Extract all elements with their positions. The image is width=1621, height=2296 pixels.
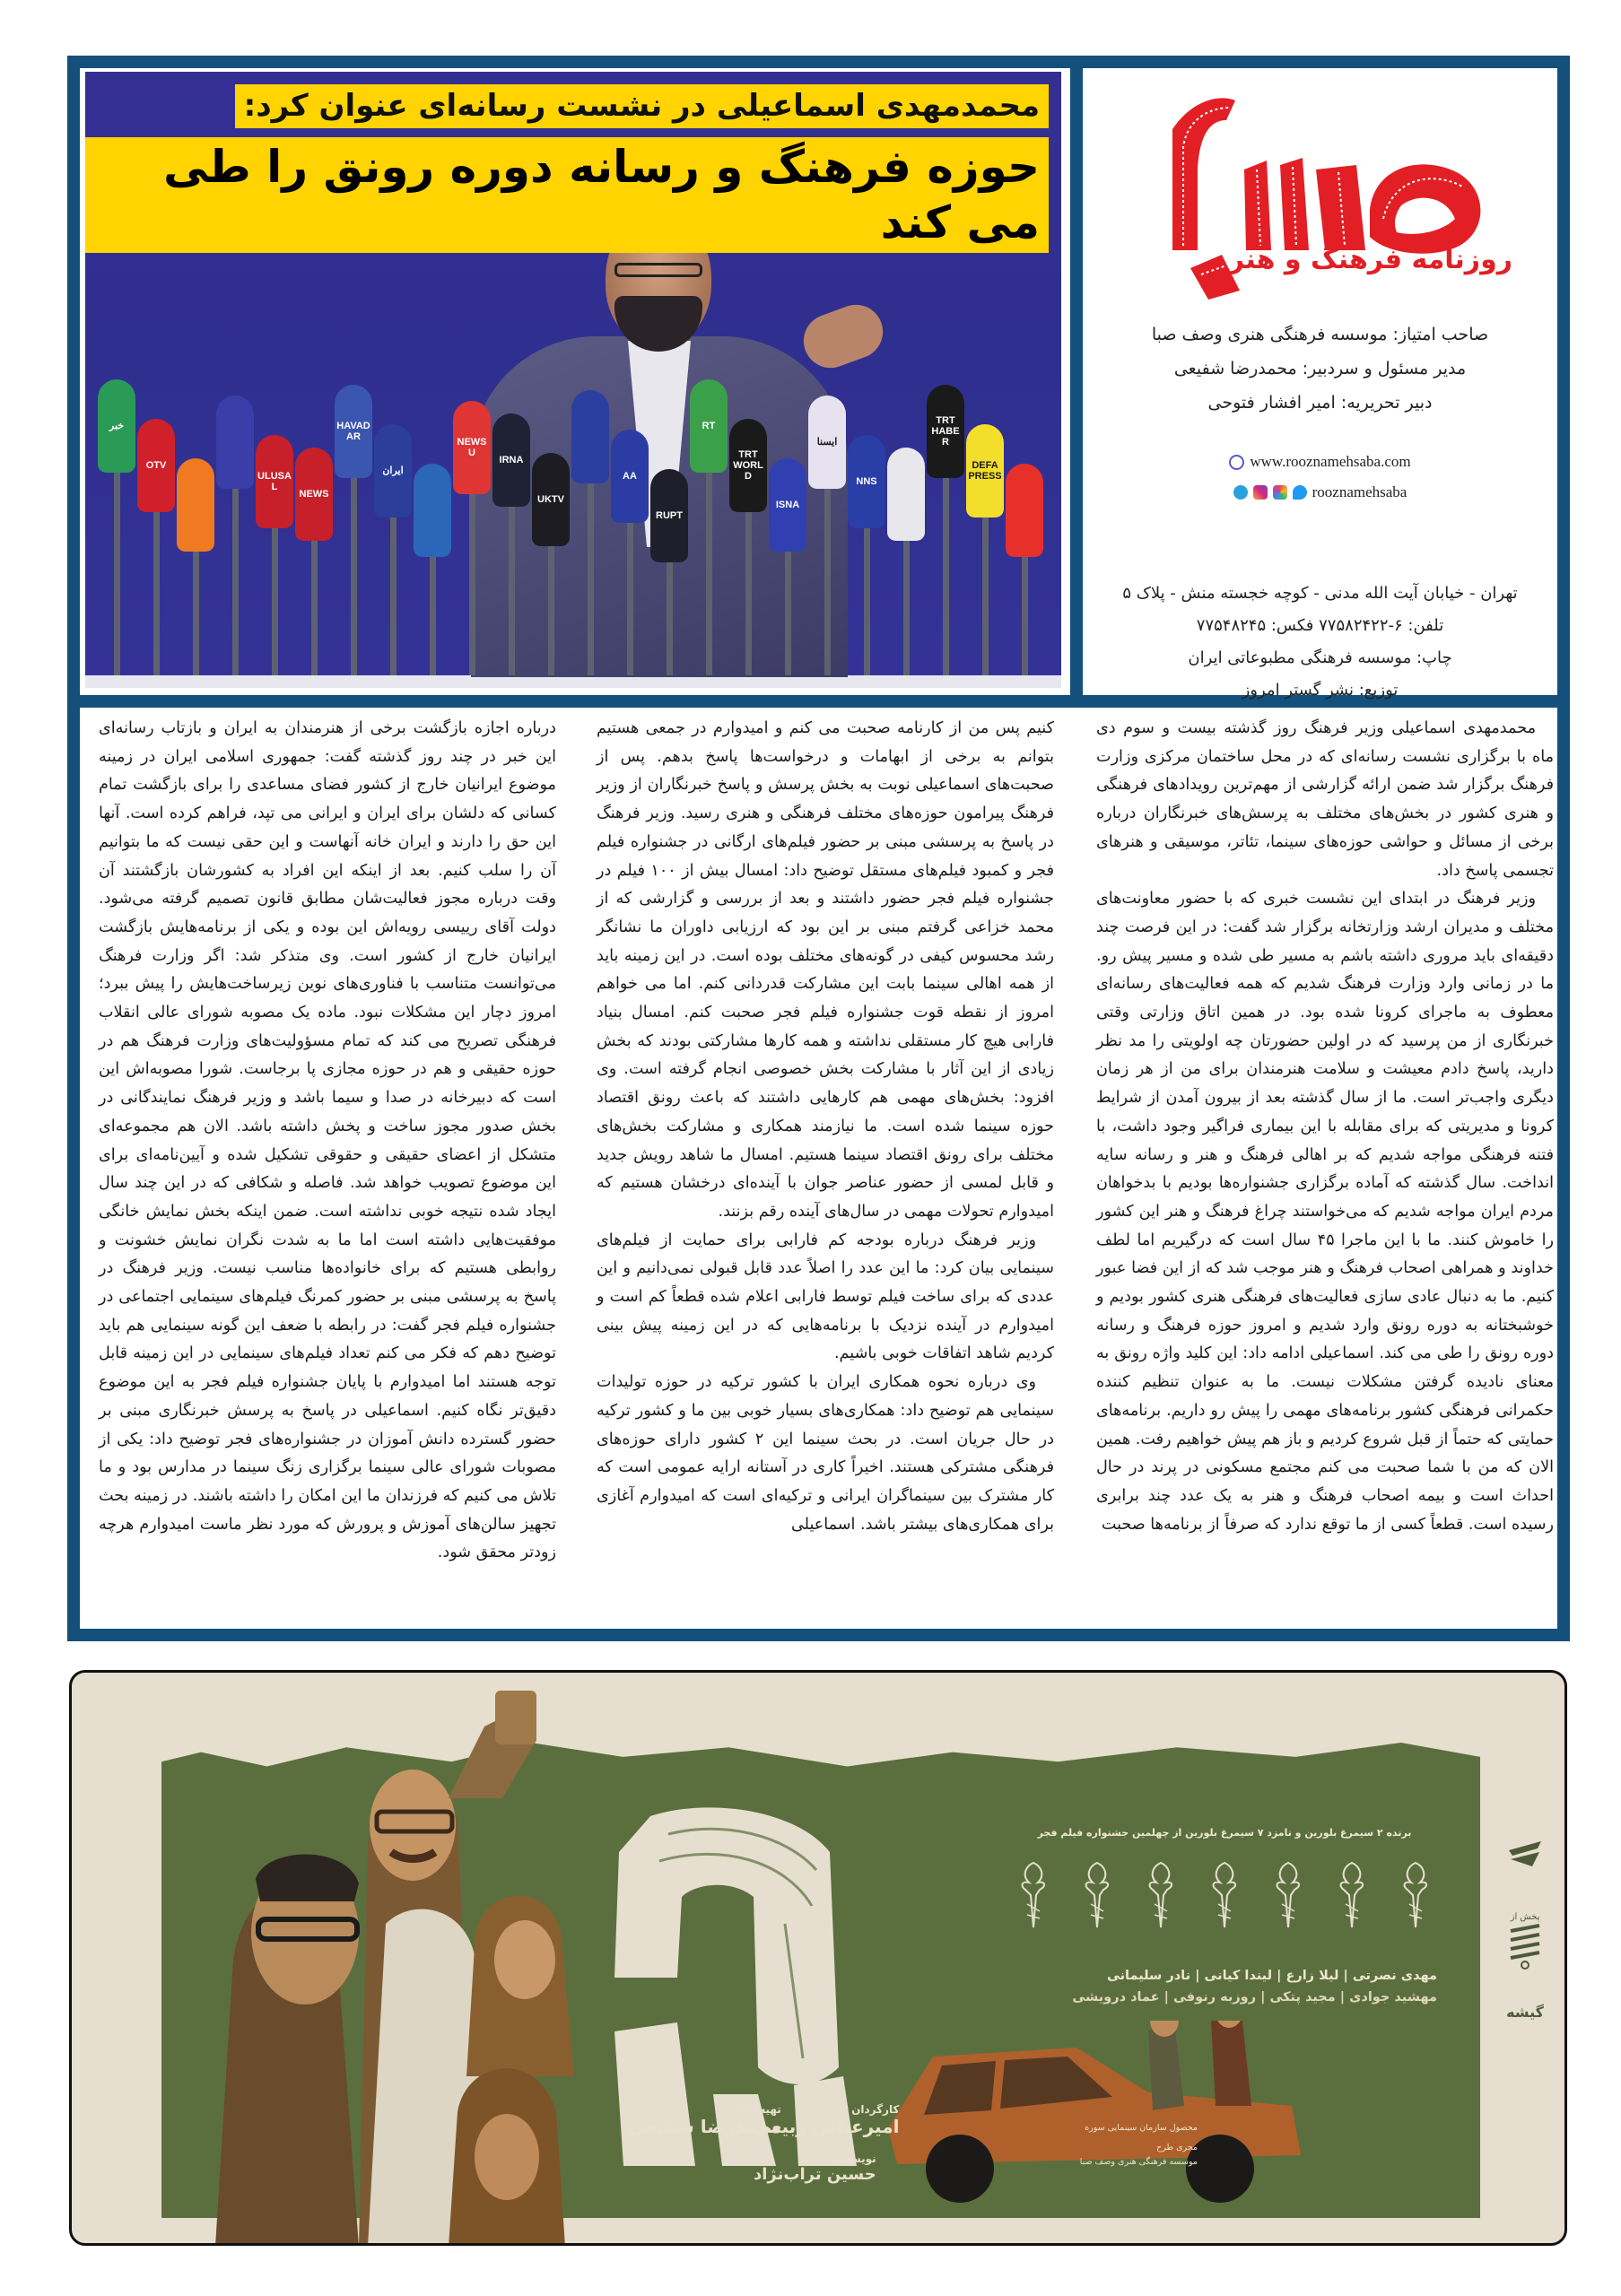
microphone [295,448,333,541]
managing-editor: مدیر مسئول و سردبیر: محمدرضا شفیعی [1173,359,1467,378]
microphone-label: ULUSAL [257,471,292,492]
writer-label: نویسنده [833,2152,876,2165]
microphone-label: RT [702,421,716,431]
article-paragraph: وزیر فرهنگ در ابتدای این نشست خبری که با حضور معاونت‌های مختلف و مدیران ارشد وزارتخانه برگزار شد گفت: در این فرصت چند دقیقه‌ای باید مروری داشته باشم به مسیر طی شده و مسیر پیش رو. ما در زمانی وارد وزارت فرهنگ شدیم که همه فعالیت‌های رسانه‌ای معطوف به ماجرای کرونا شده بود. در همین اتاق وزارتی وقتی خبرنگاری از من پرسید که در اولین حضورتان چه اولویتی را مد نظر دارید، پاسخ دادم معیشت و سلامت هنرمندان برای من از هر زمان دیگری واجب‌تر است. ما از سال گذشته بعد از بیرون آمدن از شرایط کرونا و مدیریتی که برای مقابله با این بیماری فراگیر وجود داشت، با فتنه فرهنگی مواجه شدیم که بر اهالی فرهنگ و هنر و رسانه سایه انداخت. سال گذشته که آماده برگزاری جشنواره‌ها بودیم با بدخواهان مردم ایران مواجه شدیم که می‌خواستند چراغ فرهنگ و هنر این کشور را خاموش کنند. ما با این ماجرا ۴۵ سال است که درگیریم اما لطف خداوند و همراهی اصحاب فرهنگ و هنر موجب شد که از این فضا عبور کنیم. ما به دنبال عادی سازی فعالیت‌های فرهنگی هنری کشور بودیم و خوشبختانه به دوره رونق وارد شدیم و امروز حوزه فرهنگ و رسانه دوره رونق را طی می کند. اسماعیلی ادامه داد: این کلید واژه رونق به معنای نادیده گرفتن مشکلات نیست. ما به عنوان تنظیم کننده حکمرانی فرهنگی کشور برنامه‌های مهمی را پیش رو داریم. برنامه‌های حمایتی که حتماً از قبل شروع کردیم و باز هم پیش خواهیم رفت. همین الان که من با شما صحبت می کنم مجتمع مسکونی در پرند در حال احداث است و بیمه اصحاب فرهنگ و هنر به یک عدد چند برابری رسیده است. قطعاً کسی از ما توقع ندارد که صرفاً از برنامه‌ها صحبت [1096,890,1554,1534]
film-poster-ad [69,1670,1567,2246]
microphone [1006,464,1043,557]
microphone [374,424,412,517]
simorgh-award-icon [1018,1859,1049,1929]
production-label: محصول سازمان سینمایی سوره [1085,2123,1198,2133]
instagram-icon[interactable] [1253,485,1268,500]
microphone-label: AA [623,471,637,482]
microphone-label: RUPT [656,510,683,521]
simorgh-award-icon [1400,1859,1431,1929]
distribution: توزیع: نشر گستر امروز [1242,681,1399,700]
microphone-label: ایسنا [816,437,838,448]
mic-stand [272,525,278,675]
article-paragraph: کنیم پس من از کارنامه صحبت می کنم و امیدوارم در جمعی هستیم بتوانم به برخی از ابهامات و درخواست‌ها پاسخ بدهم. پس از صحبت‌های اسماعیلی نوبت به بخش پرسش و پاسخ خبرنگاران از وزیر فرهنگ پیرامون حوزه‌های مختلف فرهنگی و هنری رسید. وزیر فرهنگ در پاسخ به پرسشی مبنی بر حضور فیلم‌های ارگانی در جشنواره فیلم فجر و کمبود فیلم‌های مستقل توضیح داد: امسال بیش از ۱۰۰ فیلم در جشنواره فیلم فجر حضور داشتند و بعد از بررسی و گزارشی که از محمد خزاعی گرفتم مبنی بر این بود که ارزیابی داوران ما نشانگر رشد محسوس کیفی در گونه‌های مختلف بوده است. در این زمینه باید از همه اهالی سینما بابت این مشارکت قدردانی کنم. اما می خواهم امروز از نقطه قوت جشنواره فیلم فجر صحبت کنم. امسال بنیاد فارابی هیچ کار مستقلی نداشته و همه کارها مشارکتی بودند که بخش زیادی از این آثار با مشارکت بخش خصوصی انجام گرفته است. وی افزود: بخش‌های مهمی هم کارهایی داشتند که باعث رونق اقتصاد حوزه سینما شده است. ما نیازمند همکاری و مشارکت بخش‌های مختلف برای رونق اقتصاد سینما هستیم. امسال ما شاهد رویش جدید و قابل لمسی از حضور عناصر جوان با آینده‌ای درخشان هستیم که امیدوارم تحولات مهمی در سال‌های آینده رقم بزنند. [597,719,1054,1221]
microphone [256,435,293,528]
cast-separator: | [1159,1990,1173,2005]
microphone-label: UKTV [537,494,564,505]
microphone-label: NEWS U [457,437,487,458]
poster-production-credits [1018,2121,1198,2170]
director-label: کارگردان [851,2103,900,2116]
microphone-label: TRT HABER [931,415,960,448]
executor-label: مجری طرح [1156,2143,1198,2152]
speaker-glasses [614,263,702,277]
editor: دبیر تحریریه: امیر افشار فتوحی [1207,393,1433,413]
microphone [571,390,609,483]
rubika-icon[interactable] [1273,485,1287,500]
microphone [414,464,451,557]
license-holder: صاحب امتیاز: موسسه فرهنگی هنری وصف صبا [1151,325,1489,344]
mic-stand [1022,553,1028,675]
mic-stand [667,559,673,675]
frame-divider-vertical [1070,56,1083,708]
article-column-1 [1096,715,1554,1630]
cast-member: نادر سلیمانی [1106,1969,1191,1983]
microphone [769,458,806,552]
social-handle[interactable]: rooznamehsaba [1312,483,1407,500]
article-paragraph: وی درباره نحوه همکاری ایران با کشور ترکیه در حوزه تولیدات سینمایی هم توضیح داد: همکاری‌های بسیار خوبی بین ما و کشور ترکیه در حال جریان است. در بحث سینما این ۲ کشور دارای حوزه‌های فرهنگی مشترکی هستند. اخیراً کاری در آستانه ارایه عمومی است که کار مشترک بین سینماگران ایرانی و ترکیه‌ای است که امیدوارم آغازی برای همکاری‌های بیشتر باشد. اسماعیلی [597,1373,1055,1534]
producer-label: تهیه‌کننده [731,2103,781,2116]
simorgh-award-icon [1273,1859,1303,1929]
microphone [927,385,964,478]
address: تهران - خیابان آیت الله مدنی - کوچه خجسته منش - پلاک ۵ [1122,584,1518,603]
simorgh-award-icon [1209,1859,1240,1929]
mic-stand [509,503,515,675]
poster-car-illustration [879,2021,1310,2209]
simorgh-award-icon [1082,1859,1112,1929]
microphone [887,448,925,541]
poster-cast-illustration [179,1691,610,2246]
microphone-cluster [85,379,1061,675]
microphone-label: DEFA PRESS [968,460,1002,482]
mic-stand [824,485,831,675]
mic-stand [903,537,910,675]
microphone-label: NEWS [299,489,329,500]
cast-member: مهدی نصرتی [1352,1969,1437,1983]
producer-name: محمدرضا شفیعی [628,2116,781,2137]
microphone [729,419,767,512]
microphone-label: IRNA [499,455,524,465]
web-contacts [1083,447,1557,508]
microphone [611,430,649,523]
simorgh-awards-row [1018,1859,1431,1929]
mic-stand [153,509,160,675]
headline-title: حوزه فرهنگ و رسانه دوره رونق را طی می کند [85,137,1049,253]
microphone-label: OTV [145,460,167,471]
cast-separator: | [1190,1969,1205,1983]
mic-stand [706,469,712,675]
mic-stand [627,519,633,675]
cast-member: مجید پتکی [1269,1990,1336,2005]
microphone-label: خبر [109,421,125,431]
headline-block [85,84,1049,253]
stage-edge [85,675,1061,688]
microphone [177,458,214,552]
poster-awards-line: برنده ۲ سیمرغ بلورین و نامزد ۷ سیمرغ بلورین از چهلمین جشنواره فیلم فجر [1037,1827,1412,1839]
mic-stand [864,525,870,675]
article-paragraph: محمدمهدی اسماعیلی وزیر فرهنگ روز گذشته بیست و سوم دی ماه با برگزاری نشست رسانه‌ای که در محل ساختمان مرکزی وزارت فرهنگ برگزار شد ضمن ارائه گزارشی از مهم‌ترین رویدادهای فرهنگی و هنری کشور در بخش‌های مختلف به پرسش‌های خبرنگاران درباره برخی از مسائل و حواشی حوزه‌های سینما، تئاتر، موسیقی و هنرهای تجسمی پاسخ داد. [1096,719,1554,880]
simorgh-award-icon [1337,1859,1367,1929]
microphone [690,379,728,473]
microphone-label: ایران [382,465,404,476]
producer-credit [628,2103,781,2137]
microphone [216,396,254,489]
cast-line-2 [1015,1987,1437,2008]
mic-stand [193,548,199,675]
mic-stand [745,509,752,675]
cast-separator: | [1272,1969,1286,1983]
microphone [335,385,372,478]
distributor-logo-icon [1505,1922,1545,1970]
mic-stand [943,474,949,675]
mic-stand [548,543,554,675]
writer-name: حسین تراب‌نژاد [754,2165,876,2184]
writer-credit [754,2152,876,2184]
website-link[interactable]: www.rooznamehsaba.com [1250,453,1411,470]
microphone [650,469,688,562]
microphone [492,413,530,507]
masthead [1083,68,1557,700]
microphone [966,424,1004,517]
telegram-icon[interactable] [1233,485,1248,500]
headline-kicker: محمدمهدی اسماعیلی در نشست رسانه‌ای عنوان کرد: [235,84,1049,128]
distributor-label: پخش از [1510,1912,1540,1922]
cast-line-1 [1015,1965,1437,1987]
cast-member: لیلا زارع [1285,1969,1339,1983]
mic-stand [982,514,989,675]
microphone [98,379,135,473]
microphone-label: ISNA [775,500,800,510]
phone-fax: تلفن: ۶-۷۷۵۸۲۴۲۲ فکس: ۷۷۵۴۸۲۴۵ [1196,616,1444,635]
microphone-label: TRT WORLD [733,449,763,482]
article-paragraph: وزیر فرهنگ درباره بودجه کم فارابی برای حمایت از فیلم‌های سینمایی بیان کرد: ما این عدد را اصلاً عدد قابل قبولی نمی‌دانیم و این عددی که برای ساخت فیلم توسط فارابی اعلام شده قطعاً کم است و امیدوارم در آینده نزدیک با برنامه‌هایی که در این زمینه پیش بینی کردیم شاهد اتفاقات خوبی باشیم. [597,1231,1054,1363]
mic-stand [430,553,436,675]
mic-stand [785,548,791,675]
simorgh-award-icon [1146,1859,1176,1929]
cast-separator: | [1338,1969,1353,1983]
executor: موسسه فرهنگی هنری وصف صبا [1079,2157,1198,2167]
poster-side-logos [1498,1834,1552,2021]
logo-subtitle: روزنامه فرهنگ و هنر [1228,244,1512,275]
mic-stand [311,537,318,675]
microphone-label: HAVADAR [336,421,370,442]
article-column-3 [99,715,556,1630]
mic-stand [588,480,594,675]
poster-cast-list [1015,1965,1437,2008]
globe-icon [1229,455,1244,470]
microphone-label: NNS [856,476,877,487]
mic-stand [114,469,120,675]
address-block [1083,578,1557,707]
microphone [532,453,570,546]
sooreh-logo-icon [1505,1834,1545,1874]
microphone [848,435,885,528]
mic-stand [390,514,397,675]
article-paragraph: درباره اجازه بازگشت برخی از هنرمندان به ایران و بازتاب رسانه‌ای این خبر در چند روز گذشته گفت: جمهوری اسلامی ایران در زمینه موضوع ایرانیان خارج از کشور فضای مساعدی را برای بازگشت تمام کسانی که دلشان برای ایران و ایرانی می تپد، فراهم کرده است. آنها این حق را دارند و ایران خانه آنهاست و این حقی نیست که ما بتوانیم آن را سلب کنیم. بعد از اینکه این افراد به کشورشان بازگشتند آن وقت درباره مجوز فعالیت‌شان مطابق قانون تصمیم گرفته می‌شود. دولت آقای رییسی رویه‌اش این بوده و یکی از برنامه‌هایش بازگشت ایرانیان خارج از کشور است. وی متذکر شد: اگر وزارت فرهنگ می‌توانست متناسب با فناوری‌های نوین زیرساخت‌هایش را پیش ببرد؛ امروز دچار این مشکلات نبود. ماده یک مصوبه شورای عالی انقلاب فرهنگی تصریح می کند که تمام مسؤولیت‌های وزارت فرهنگ هم در حوزه حقیقی و هم در حوزه مجازی پا برجاست. شورا مصوبه‌اش این است که دبیرخانه در صدا و سیما باشد و وزیر فرهنگ نمایندگانی در بخش صدور مجوز ساخت و پخش داشته باشد. الان هم مجموعه‌ای متشکل از اعضای حقیقی و حقوقی تشکیل شده و آیین‌نامه‌ای برای این موضوع تصویب خواهد شد. فاصله و شکافی که در این چند سال ایجاد شده نتیجه خوبی نداشته است. ضمن اینکه بخش نمایش خانگی موفقیت‌هایی داشته است اما ما به شدت نگران نمایش خشونت و روابطی هستیم که برای خانواده‌ها مناسب نیست. وزیر فرهنگ در پاسخ به پرسشی مبنی بر حضور کمرنگ فیلم‌های سینمایی اجتماعی در جشنواره فیلم فجر گفت: در رابطه با ضعف این گونه سینمایی هم باید توضیح دهم که فکر می کنم تعداد فیلم‌های سینمایی در این زمینه قابل توجه هستند اما امیدوارم با پایان جشنواره فیلم فجر به این موضوع دقیق‌تر نگاه کنیم. اسماعیلی در پاسخ به پرسش خبرنگاری مبنی بر حضور گسترده دانش آموزان در جشنواره‌های فجر توضیح داد: یکی از مصوبات شورای عالی سینما برگزاری زنگ سینما در مدارس بود و ما تلاش می کنیم که فرزندان ما این امکان را داشته باشند. در زمینه بحث تجهیز سالن‌های آموزش و پرورش که مورد نظر ماست امیدوارم هرچه زودتر محقق شود. [99,719,556,1562]
printing: چاپ: موسسه فرهنگی مطبوعاتی ایران [1188,648,1452,667]
mic-stand [232,485,239,675]
mic-stand [469,491,475,675]
article-column-2 [597,715,1054,1630]
staff-credits [1083,317,1557,420]
gisheh-logo: گیشه [1506,2004,1544,2021]
mic-stand [351,474,357,675]
twitter-icon[interactable] [1293,485,1307,500]
cast-member: روزبه رنوفی [1173,1990,1257,2005]
microphone [453,401,491,494]
cast-separator: | [1256,1990,1270,2005]
cast-member: مهشید جوادی [1349,1990,1437,2005]
press-conference-photo [85,72,1061,688]
cast-separator: | [1335,1990,1350,2005]
cast-member: عماد درویشی [1072,1990,1160,2005]
microphone [808,396,846,489]
microphone [137,419,175,512]
cast-member: لیندا کیانی [1204,1969,1273,1983]
director-name: امیرعباس ربیعی [754,2116,900,2137]
speaker-hand [796,297,890,375]
